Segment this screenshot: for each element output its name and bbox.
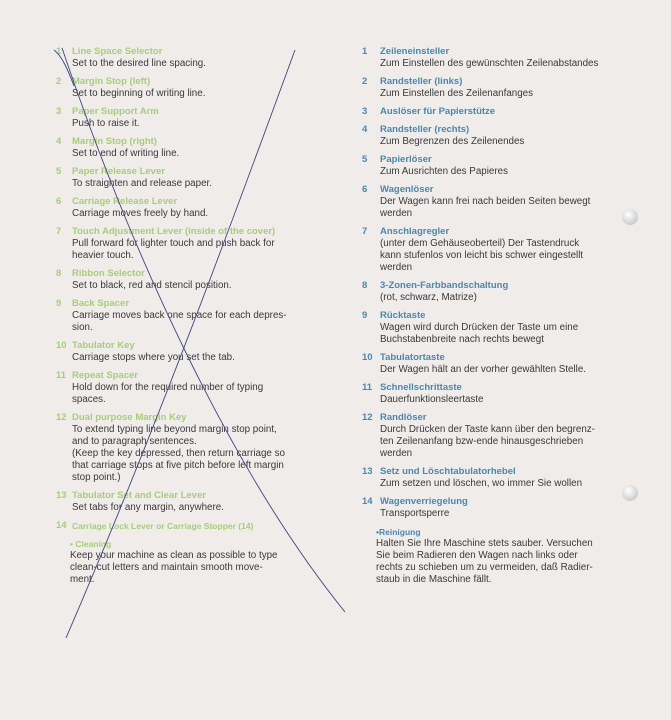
pen-stroke-top-mark [54,50,74,86]
item-title: Carriage Release Lever [72,196,178,207]
item-title: Tabulator Key [72,340,135,351]
item-number: 4 [362,124,368,135]
description-line: werden [380,208,413,219]
item-title: Tabulatortaste [380,352,445,363]
item-number: 8 [56,268,62,279]
item-title: Tabulator Set and Clear Lever [72,490,206,501]
cleaning-line: Keep your machine as clean as possible to type [70,550,278,561]
description-line: Buchstabenbreite nach rechts bewegt [380,334,544,345]
item-number: 2 [56,76,62,87]
cleaning-line: clean-cut letters and maintain smooth move- [70,562,263,573]
description-line: Der Wagen kann frei nach beiden Seiten bewegt [380,196,591,207]
description-line: Set to beginning of writing line. [72,88,206,99]
description-line: Wagen wird durch Drücken der Taste um eine [380,322,579,333]
item-number: 3 [362,106,368,117]
description-line: (rot, schwarz, Matrize) [380,292,477,303]
item-number: 5 [56,166,62,177]
cleaning-line: Halten Sie Ihre Maschine stets sauber. Versuchen [376,538,593,549]
item-title: Paper Release Lever [72,166,165,177]
item-title: Wagenlöser [380,184,434,195]
description-line: Durch Drücken der Taste kann über den begrenz- [380,424,595,435]
bullet-icon: • [70,539,73,549]
item-number: 4 [56,136,62,147]
item-number: 6 [362,184,368,195]
description-line: werden [380,448,413,459]
item-title: Setz und Löschtabulatorhebel [380,466,516,477]
item-number: 14 [56,520,67,531]
description-line: Carriage moves back one space for each depres- [72,310,287,321]
english-cleaning-title: • Cleaning [70,539,112,549]
item-title: Schnellschrittaste [380,382,462,393]
description-line: heavier touch. [72,250,134,261]
item-number: 12 [56,412,67,423]
description-line: spaces. [72,394,106,405]
description-line: Push to raise it. [72,118,140,129]
pen-stroke-cross [66,50,295,638]
description-line: Carriage stops where you set the tab. [72,352,235,363]
item-number: 9 [362,310,368,321]
description-line: kann stufenlos von leicht bis schwer eingestellt [380,250,584,261]
item-title: Randlöser [380,412,427,423]
item-title: Randsteller (links) [380,76,463,87]
description-line: Der Wagen hält an der vorher gewählten Stelle. [380,364,587,375]
cleaning-line: staub in die Maschine fällt. [376,574,492,585]
item-title: Margin Stop (left) [72,76,151,87]
item-title: Zeileneinsteller [380,46,450,57]
item-number: 2 [362,76,368,87]
description-line: Set to end of writing line. [72,148,180,159]
item-number: 7 [362,226,368,237]
description-line: (Keep the key depressed, then return carriage so [72,448,285,459]
description-line: Set to the desired line spacing. [72,58,206,69]
cleaning-line: ment. [70,574,95,585]
item-number: 11 [362,382,373,393]
description-line: Set to black, red and stencil position. [72,280,232,291]
item-title: Repeat Spacer [72,370,139,381]
description-line: stop point.) [72,472,121,483]
description-line: Zum Einstellen des gewünschten Zeilenabstandes [380,58,599,69]
item-number: 12 [362,412,373,423]
item-title: Margin Stop (right) [72,136,157,147]
description-line: Zum Begrenzen des Zeilenendes [380,136,525,147]
description-line: Zum setzen und löschen, wo immer Sie wollen [380,478,583,489]
item-title: Carriage Lock Lever or Carriage Stopper (14) [72,521,254,531]
item-title: Anschlagregler [380,226,450,237]
item-title: Line Space Selector [72,46,163,57]
item-number: 10 [362,352,373,363]
description-line: werden [380,262,413,273]
item-number: 8 [362,280,368,291]
item-number: 13 [56,490,67,501]
description-line: Carriage moves freely by hand. [72,208,209,219]
item-title: Paper Support Arm [72,106,159,117]
item-number: 10 [56,340,67,351]
description-line: Hold down for the required number of typing [72,382,264,393]
item-title: Back Spacer [72,298,130,309]
description-line: Dauerfunktionsleertaste [380,394,484,405]
item-title: Papierlöser [380,154,432,165]
description-line: and to paragraph sentences. [72,436,197,447]
description-line: To extend typing line beyond margin stop point, [72,424,277,435]
item-title: Ribbon Selector [72,268,145,279]
item-number: 11 [56,370,67,381]
item-number: 13 [362,466,373,477]
description-line: To straighten and release paper. [72,178,212,189]
item-title: Auslöser für Papierstütze [380,106,496,117]
description-line: Transportsperre [380,508,450,519]
description-line: Zum Einstellen des Zeilenanfanges [380,88,534,99]
item-title: Randsteller (rechts) [380,124,470,135]
german-cleaning-title: •Reinigung [376,527,421,537]
item-number: 6 [56,196,62,207]
item-number: 1 [362,46,368,57]
bullet-icon: • [376,527,379,537]
cleaning-line: rechts zu schieben um zu vermeiden, daß Radier- [376,562,593,573]
item-number: 7 [56,226,62,237]
description-line: ten Zeilenanfang bzw-ende hinausgeschrieben [380,436,584,447]
description-line: Zum Ausrichten des Papieres [380,166,508,177]
item-number: 5 [362,154,368,165]
item-title: 3-Zonen-Farbbandschaltung [380,280,509,291]
item-number: 1 [56,46,62,57]
description-line: (unter dem Gehäuseoberteil) Der Tastendruck [380,238,580,249]
cleaning-line: Sie beim Radieren den Wagen nach links oder [376,550,578,561]
item-title: Touch Adjustment Lever (inside of the cover) [72,226,276,237]
item-title: Dual purpose Margin Key [72,412,187,423]
item-title: Wagenverriegelung [380,496,468,507]
item-number: 3 [56,106,62,117]
pen-stroke-diagonal [62,48,345,612]
description-line: sion. [72,322,93,333]
item-number: 14 [362,496,373,507]
description-line: Pull forward for lighter touch and push back for [72,238,275,249]
item-number: 9 [56,298,62,309]
item-title: Rücktaste [380,310,426,321]
description-line: that carriage stops at five pitch before left margin [72,460,284,471]
description-line: Set tabs for any margin, anywhere. [72,502,224,513]
